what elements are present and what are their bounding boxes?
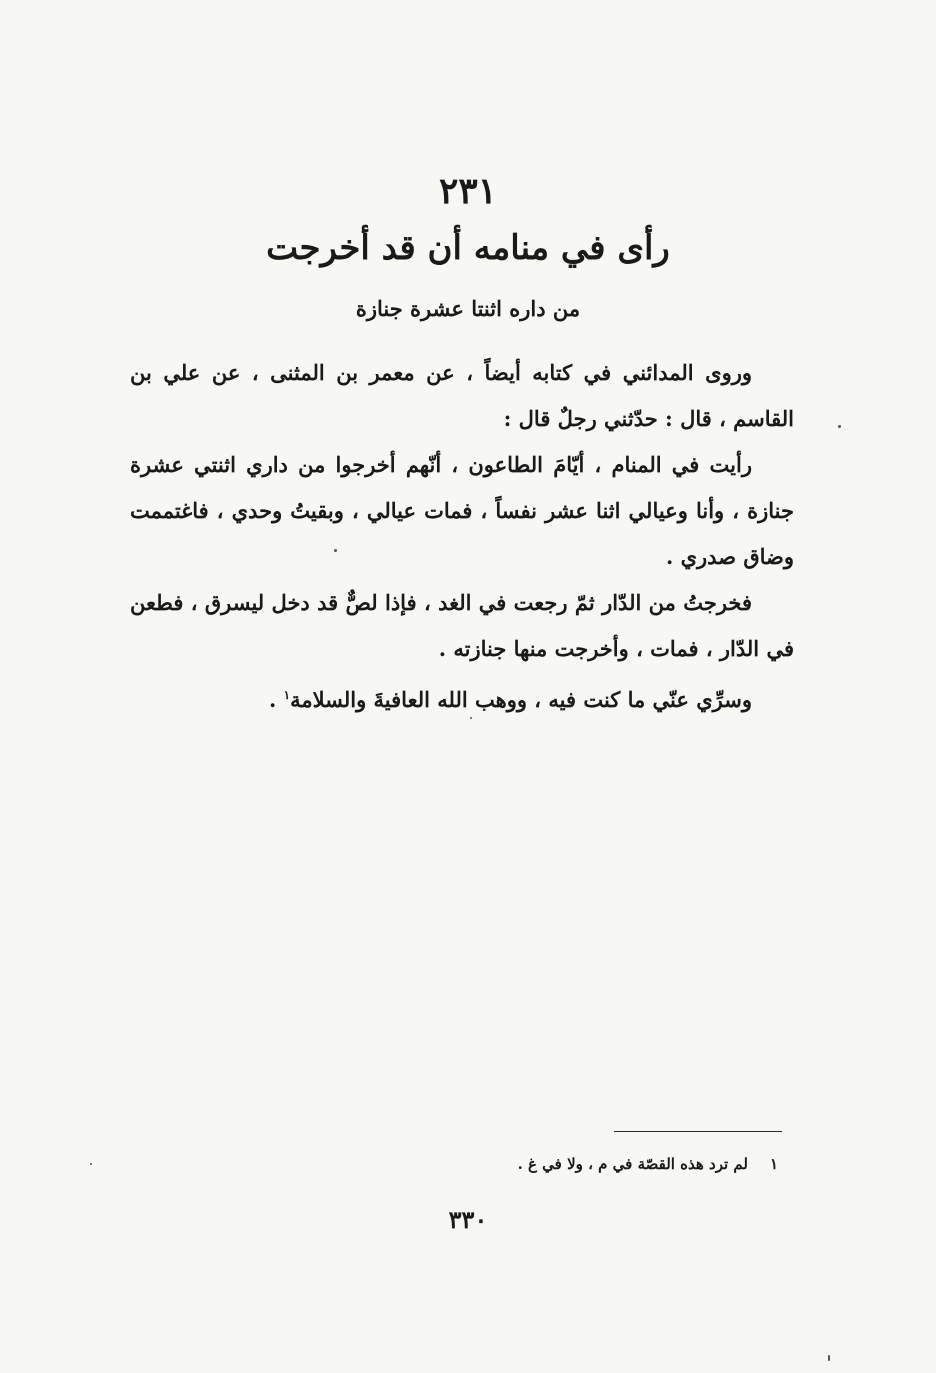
footnote-marker: ١ (283, 688, 291, 702)
story-number: ٢٣١ (438, 170, 497, 212)
scan-speck (838, 425, 841, 428)
scan-speck (470, 717, 472, 719)
footnote-divider (614, 1131, 782, 1132)
story-body (130, 350, 794, 723)
footnote-text: لم ترد هذه القصّة في م ، ولا في غ . (517, 1155, 748, 1173)
paragraph-thief: فخرجتُ من الدّار ثمّ رجعت في الغد ، فإذا لصٌّ قد دخل ليسرق ، فطعن في الدّار ، فمات ، وأخرجت منها جنازته . (130, 590, 794, 661)
story-title: رأى في منامه أن قد أخرجت (266, 228, 670, 268)
closing-punctuation: . (269, 687, 284, 712)
scan-speck (334, 549, 337, 552)
scan-speck (90, 1163, 92, 1165)
paragraph-dream: رأيت في المنام ، أيّامَ الطاعون ، أنّهم أخرجوا من داري اثنتي عشرة جنازة ، وأنا وعيالي اثنا عشر نفساً ، فمات عيالي ، وبقيتُ وحدي ، فاغتممت وضاق صدري . (130, 452, 794, 569)
closing-text: وسرِّي عنّي ما كنت فيه ، ووهب الله العافيةَ والسلامة (290, 687, 752, 712)
footnote-number: ١ (769, 1155, 778, 1173)
paragraph-closing (130, 672, 794, 723)
page-number: ٣٣٠ (448, 1205, 488, 1234)
story-subtitle: من داره اثنتا عشرة جنازة (355, 296, 581, 321)
footnote (518, 1155, 778, 1173)
paragraph-isnad: وروى المدائني في كتابه أيضاً ، عن معمر بن المثنى ، عن علي بن القاسم ، قال : حدّثني رجلٌ قال : (130, 360, 794, 431)
scan-speck (828, 1355, 830, 1361)
